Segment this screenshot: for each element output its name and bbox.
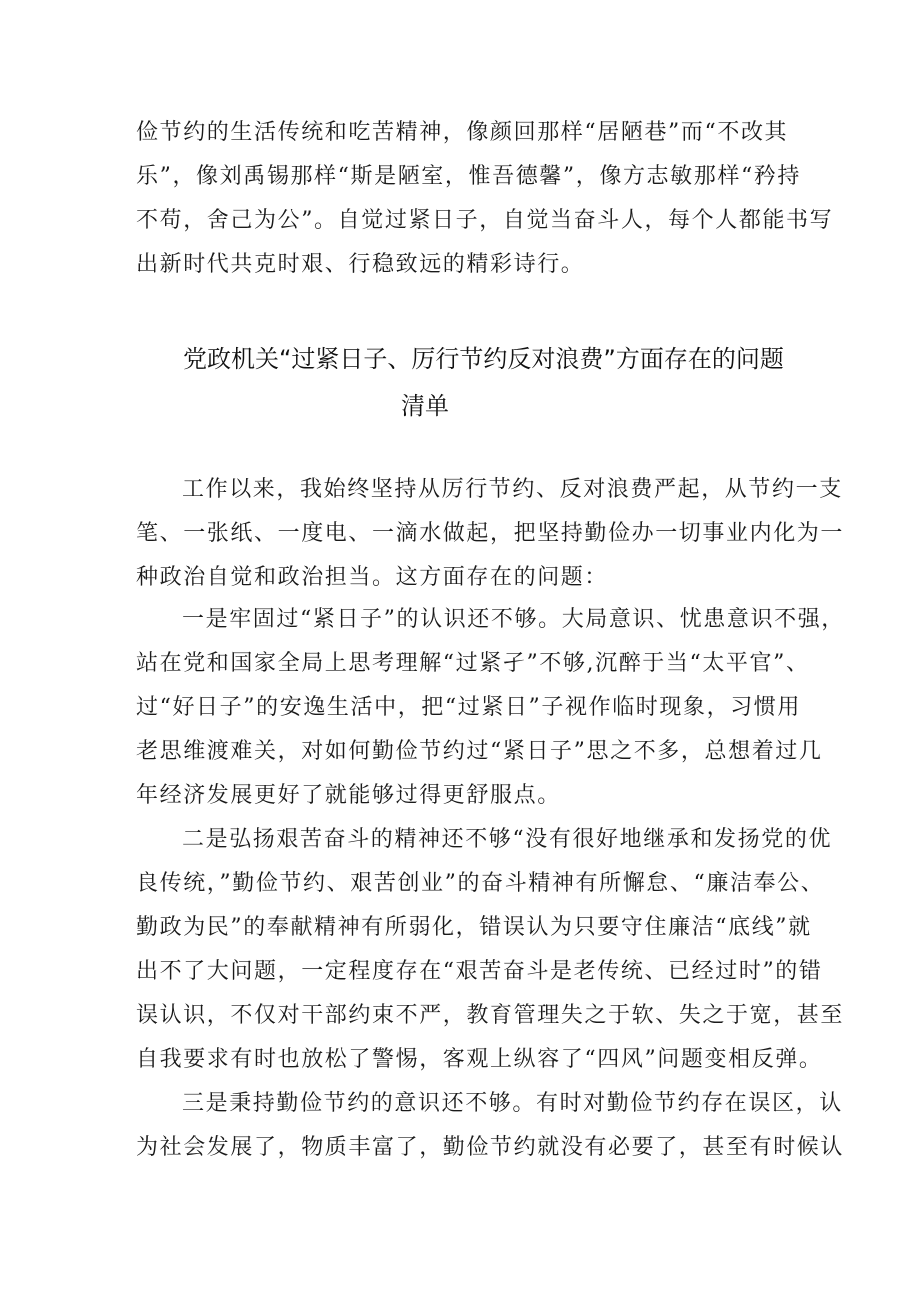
- text-line: 不苟，舍己为公”。自觉过紧日子，自觉当奋斗人，每个人都能书写: [136, 208, 834, 233]
- text-line: 乐”，像刘禹锡那样“斯是陋室，惟吾德馨”，像方志敏那样“矜持: [136, 164, 801, 189]
- text-line: 出新时代共克时艰、行稳致远的精彩诗行。: [136, 252, 585, 277]
- text-line: 良传统，”勤俭节约、艰苦创业”的奋斗精神有所懈怠、“廉洁奉公、: [136, 871, 825, 896]
- heading-line-1: 党政机关“过紧日子、厉行节约反对浪费”方面存在的问题: [183, 345, 784, 373]
- text-line: 一是牢固过“紧日子”的认识还不够。大局意识、忧患意识不强，: [182, 607, 845, 632]
- text-line: 老思维渡难关，对如何勤俭节约过“紧日子”思之不多，总想着过几: [136, 739, 823, 764]
- text-line: 二是弘扬艰苦奋斗的精神还不够“没有很好地继承和发扬党的优: [182, 827, 833, 852]
- text-line: 自我要求有时也放松了警惕，客观上纵容了“四风”问题变相反弹。: [136, 1047, 823, 1072]
- text-line: 工作以来，我始终坚持从厉行节约、反对浪费严起，从节约一支: [182, 477, 843, 502]
- text-line: 误认识，不仅对干部约束不严，教育管理失之于软、失之于宽，甚至: [136, 1003, 845, 1028]
- text-line: 站在党和国家全局上思考理解“过紧孑”不够,沉醉于当“太平官”、: [136, 651, 810, 676]
- heading-line-2: 清单: [401, 392, 449, 420]
- text-line: 年经济发展更好了就能够过得更舒服点。: [136, 783, 561, 808]
- text-line: 出不了大问题，一定程度存在“艰苦奋斗是老传统、已经过时”的错: [136, 959, 823, 984]
- text-line: 勤政为民”的奉献精神有所弱化，错误认为只要守住廉洁“底线”就: [136, 915, 812, 940]
- text-line: 三是秉持勤俭节约的意识还不够。有时对勤俭节约存在误区，认: [182, 1091, 843, 1116]
- text-line: 俭节约的生活传统和吃苦精神，像颜回那样“居陋巷”而“不改其: [136, 120, 789, 145]
- text-line: 笔、一张纸、一度电、一滴水做起，把坚持勤俭办一切事业内化为一: [136, 521, 845, 546]
- text-line: 为社会发展了，物质丰富了，勤俭节约就没有必要了，甚至有时候认: [136, 1135, 845, 1160]
- text-line: 种政治自觉和政治担当。这方面存在的问题：: [136, 565, 609, 590]
- text-line: 过“好日子”的安逸生活中，把“过紧日”子视作临时现象，习惯用: [136, 695, 801, 720]
